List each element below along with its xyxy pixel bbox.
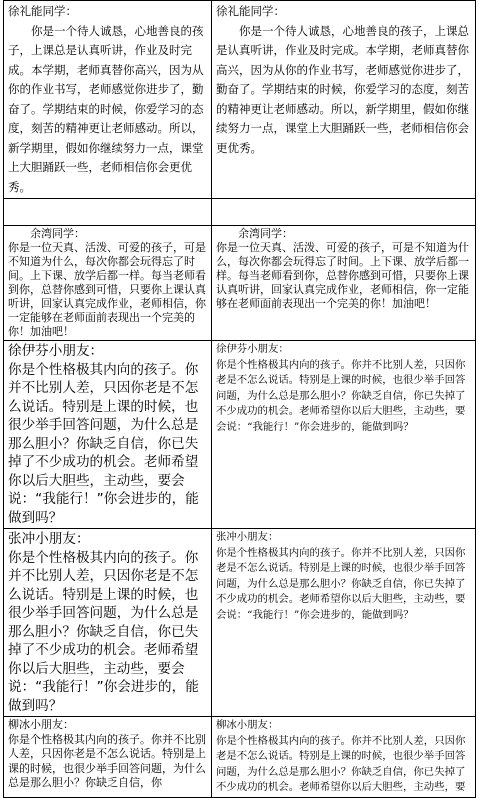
comment-text: 你是个性格极其内向的孩子。你并不比别人差，只因你老是不怎么说话。特别是上课的时候，也很少举手回答问题，为什么总是那么胆小？你缺乏自信，你已失掉了不少成功的机会。老师希望你以后大胆些，主动些，要会说：“我能行！”你会进步的，能做到吗？ [216,546,466,621]
comment-cell-right [212,226,476,341]
comment-text: 你是一位天真、活泼、可爱的孩子，可是不知道为什么，每次你都会玩得忘了时间。上下课、放学后都一样。每当老师看到你，总替你感到可惜，只要你上课认真听讲，回家认真完成作业，老师相信，你一定能够在老师面前表现出一个完美的你！加油吧！ [216,241,469,310]
comment-text: 你是一位天真、活泼、可爱的孩子，可是不知道为什么，每次你都会玩得忘了时间。上下课、放学后都一样。每当老师看到你，总替你感到可惜，只要你上课认真听讲，回家认真完成作业，老师相信，你一定能够在老师面前表现出一个完美的你！加油吧！ [8,241,206,338]
comment-cell-left [4,1,212,199]
student-name: 徐礼能同学： [8,4,77,18]
comment-cell-right [212,717,476,798]
table-row [4,199,476,226]
comment-cell-left [4,341,212,529]
table-row [4,717,476,798]
comment-cell-right [212,1,476,199]
comment-text: 你是个性格极其内向的孩子。你并不比别人差，只因你老是不怎么说话。特别是上课的时候，也很少举手回答问题，为什么总是那么胆小？你缺乏自信，你已失掉了不少成功的机会。老师希望你以后大胆些，主动些，要会说：“我能行！”你会进步的，能做到吗？ [8,361,199,526]
comment-cell-right [212,529,476,717]
student-name: 徐礼能同学： [216,4,285,18]
student-name: 余湾同学： [30,227,85,240]
comment-text: 你是个性格极其内向的孩子。你并不比别人差，只因你老是不怎么说话。特别是上课的时候，也很少举手回答问题，为什么总是那么胆小？你缺乏自信，你已失掉了不少成功的机会。老师希望你以后大胆些，主动些，要会说：“我能行！”你会进步的，能做到吗？ [216,358,466,433]
student-name: 徐伊芬小朋友： [8,343,104,359]
student-name: 张冲小朋友： [216,531,279,543]
table-row [4,341,476,529]
empty-cell [4,199,212,226]
student-name: 徐伊芬小朋友： [216,343,289,355]
empty-cell [212,199,476,226]
comment-text: 你是一个待人诚恳，心地善良的孩子，上课总是认真听讲，作业及时完成。本学期，老师真替你高兴，因为从你的作业书写，老师感觉你进步了，勤奋了。学期结束的时候，你爱学习的态度，刻苦的精神更让老师感动。所以，新学期里，假如你继续努力一点，课堂上大胆踊跃一些，老师相信你会更优秀。 [216,23,469,155]
comments-table [3,0,476,798]
comment-text: 你是一个待人诚恳，心地善良的孩子，上课总是认真听讲，作业及时完成。本学期，老师真替你高兴，因为从你的作业书写，老师感觉你进步了，勤奋了。学期结束的时候，你爱学习的态度，刻苦的精神更让老师感动。所以，新学期里，假如你继续努力一点，课堂上大胆踊跃一些，老师相信你会更优秀。 [8,23,204,194]
table-row [4,529,476,717]
student-name: 柳冰小朋友： [8,718,74,731]
student-name: 张冲小朋友： [8,531,90,547]
student-name: 柳冰小朋友： [216,719,279,731]
comment-cell-left [4,226,212,341]
student-name: 余湾同学： [238,227,293,240]
comment-cell-right [212,341,476,529]
comment-cell-left [4,529,212,717]
table-row [4,226,476,341]
comment-text: 你是个性格极其内向的孩子。你并不比别人差，只因你老是不怎么说话。特别是上课的时候，也很少举手回答问题，为什么总是那么胆小？你缺乏自信，你已失掉了不少成功的机会。老师希望你以后大胆些，主动些，要会说：“我能行！”你会进步的，能做到吗？ [8,549,199,714]
comment-text: 你是个性格极其内向的孩子。你并不比别人差，只因你老是不怎么说话。特别是上课的时候，也很少举手回答问题，为什么总是那么胆小？你缺乏自信，你 [8,732,206,789]
comment-cell-left [4,717,212,798]
comment-text: 你是个性格极其内向的孩子。你并不比别人差，只因你老是不怎么说话。特别是上课的时候，也很少举手回答问题，为什么总是那么胆小？你缺乏自信，你已失掉了不少成功的机会。老师希望你以后大胆些，主动些，要 [216,734,466,793]
table-row [4,1,476,199]
